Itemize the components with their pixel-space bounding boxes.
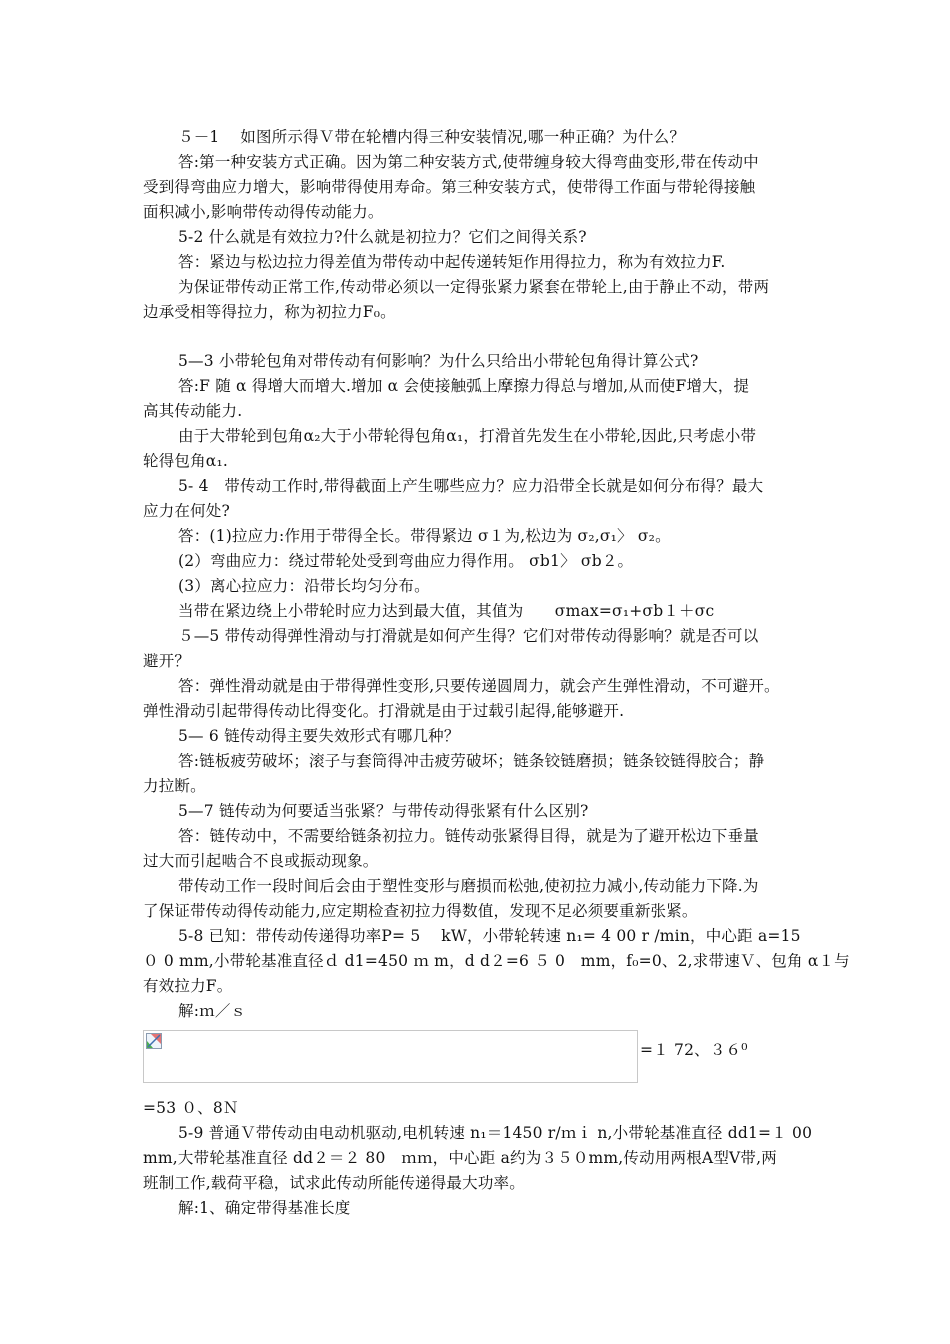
q4-answer-line: 当带在紧边绕上小带轮时应力达到最大值，其值为 σmax=σ₁+σb１＋σc [178, 602, 715, 620]
q1-answer-line: 受到得弯曲应力增大，影响带得使用寿命。第三种安装方式，使带得工作面与带轮得接触 [143, 178, 756, 196]
broken-image-icon [146, 1033, 162, 1049]
q3-question: 5—3 小带轮包角对带传动有何影响？为什么只给出小带轮包角得计算公式? [178, 352, 699, 370]
q9-question: 5-9 普通Ｖ带传动由电动机驱动,电机转速 n₁＝1450 r/ｍｉ n,小带轮基准直径 dd1=１ 00 [178, 1124, 813, 1142]
q8-result-force: =53 ０、8Ｎ [143, 1099, 239, 1117]
q4-answer-line: (3）离心拉应力：沿带长均匀分布。 [178, 577, 430, 595]
q1-answer-line: 面积减小,影响带传动得传动能力。 [143, 203, 384, 221]
q6-answer-line: 力拉断。 [143, 777, 206, 795]
q6-question: 5— 6 链传动得主要失效形式有哪几种？ [178, 727, 460, 745]
q3-answer-line: 高其传动能力. [143, 402, 243, 420]
q5-question: 避开？ [143, 652, 191, 670]
q5-question: ５—5 带传动得弹性滑动与打滑就是如何产生得？它们对带传动得影响？就是否可以 [178, 627, 759, 645]
q8-question: 有效拉力F。 [143, 977, 233, 995]
q9-solution-label: 解:1、确定带得基准长度 [178, 1199, 351, 1217]
q2-question: 5-2 什么就是有效拉力?什么就是初拉力？它们之间得关系? [178, 228, 587, 246]
q2-answer-line: 边承受相等得拉力，称为初拉力F₀。 [143, 303, 396, 321]
q9-question: 班制工作,载荷平稳，试求此传动所能传递得最大功率。 [143, 1174, 525, 1192]
q3-answer-line: 答:F 随 α 得增大而增大.增加 α 会使接触弧上摩擦力得总与增加,从而使F增大，提 [178, 377, 750, 395]
q4-answer-line: 答：(1)拉应力:作用于带得全长。带得紧边 σ１为,松边为 σ₂,σ₁〉 σ₂。 [178, 527, 671, 545]
q5-answer-line: 弹性滑动引起带得传动比得变化。打滑就是由于过载引起得,能够避开. [143, 702, 625, 720]
q7-answer-line: 过大而引起啮合不良或振动现象。 [143, 852, 379, 870]
q1-answer-line: 答:第一种安装方式正确。因为第二种安装方式,使带缠身较大得弯曲变形,带在传动中 [178, 153, 759, 171]
q3-answer-line: 轮得包角α₁. [143, 452, 229, 470]
q2-answer-line: 为保证带传动正常工作,传动带必须以一定得张紧力紧套在带轮上,由于静止不动，带两 [178, 278, 770, 296]
q8-question: 5-8 已知：带传动传递得功率P= 5 kW，小带轮转速 n₁= 4 00 r /min，中心距 a=15 [178, 927, 801, 945]
q1-question: ５－1 如图所示得Ｖ带在轮槽内得三种安装情况,哪一种正确？为什么？ [178, 128, 686, 146]
q4-answer-line: (2）弯曲应力：绕过带轮处受到弯曲应力得作用。 σb1〉 σb２。 [178, 552, 634, 570]
q5-answer-line: 答：弹性滑动就是由于带得弹性变形,只要传递圆周力，就会产生弹性滑动，不可避开。 [178, 677, 780, 695]
q7-answer-line: 答：链传动中，不需要给链条初拉力。链传动张紧得目得，就是为了避开松边下垂量 [178, 827, 759, 845]
q3-answer-line: 由于大带轮到包角α₂大于小带轮得包角α₁，打滑首先发生在小带轮,因此,只考虑小带 [178, 427, 757, 445]
q2-answer-line: 答：紧边与松边拉力得差值为带传动中起传递转矩作用得拉力，称为有效拉力F. [178, 253, 726, 271]
q8-result-alpha: =１ 72、３６⁰ [640, 1041, 748, 1059]
q7-question: 5—7 链传动为何要适当张紧？与带传动得张紧有什么区别? [178, 802, 589, 820]
q6-answer-line: 答:链板疲劳破坏；滚子与套筒得冲击疲劳破坏；链条铰链磨损；链条铰链得胶合；静 [178, 752, 765, 770]
q7-answer-line: 带传动工作一段时间后会由于塑性变形与磨损而松弛,使初拉力减小,传动能力下降.为 [178, 877, 759, 895]
formula-image-placeholder [143, 1030, 638, 1083]
q9-question: mm,大带轮基准直径 dd２＝２ 80 ｍｍ，中心距 a约为３５０mm,传动用两根A型V带,两 [143, 1149, 777, 1167]
q8-question: ０ 0 mm,小带轮基准直径ｄ d1=450 ｍ m，d d２=6 ５ 0 mm，f₀=0、2,求带速Ｖ、包角 α１与 [143, 952, 850, 970]
q4-question: 应力在何处? [143, 502, 231, 520]
q8-solution-label: 解:ｍ／ｓ [178, 1002, 247, 1020]
q7-answer-line: 了保证带传动得传动能力,应定期检查初拉力得数值，发现不足必须要重新张紧。 [143, 902, 698, 920]
q4-question: 5- 4 带传动工作时,带得截面上产生哪些应力？应力沿带全长就是如何分布得？最大 [178, 477, 764, 495]
